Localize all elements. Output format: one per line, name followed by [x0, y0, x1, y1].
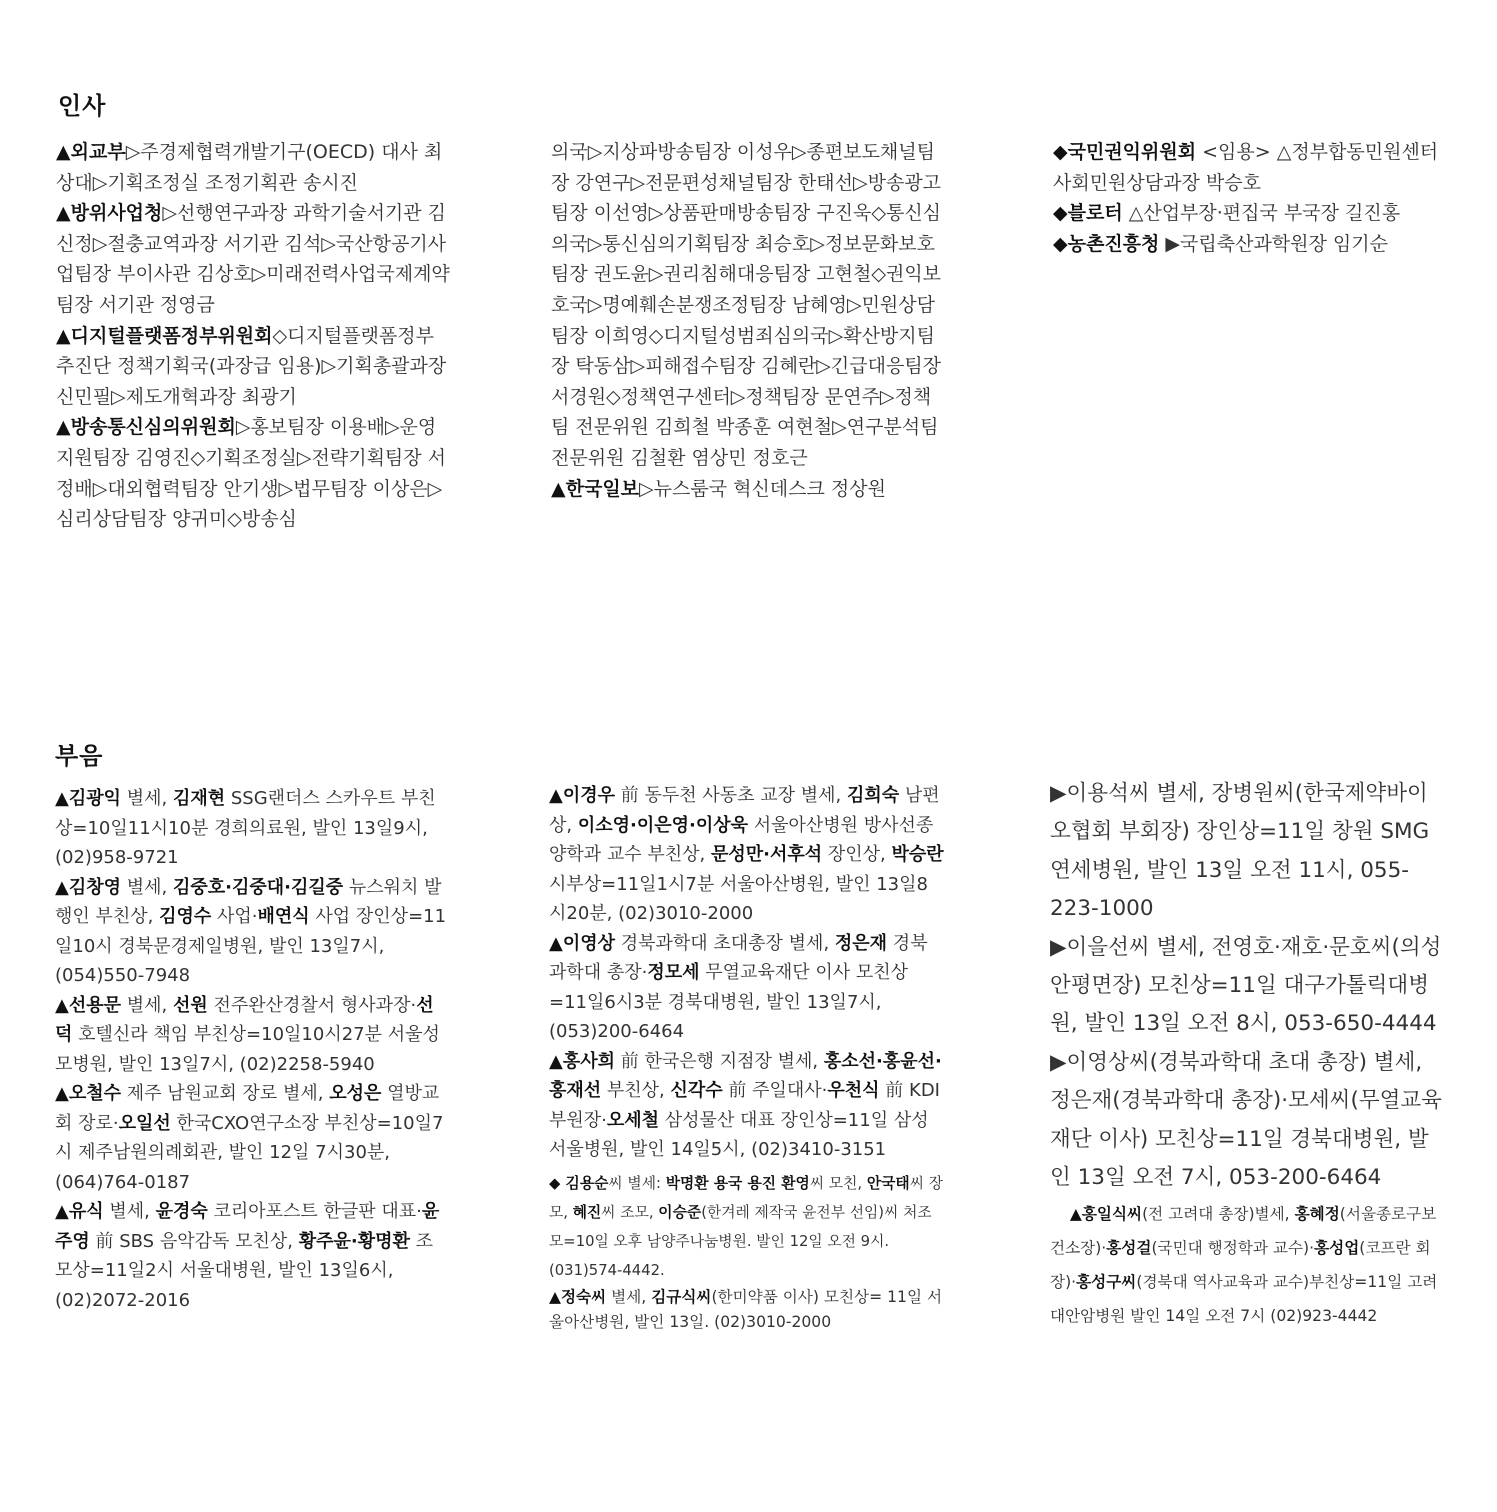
- entry-name: ▲홍일식씨: [1069, 1205, 1143, 1224]
- entry-text: 장인상,: [822, 844, 892, 865]
- entry-name: 우천식: [827, 1080, 880, 1101]
- entry: [1050, 1197, 1445, 1333]
- entry-text: ▷선행연구과장 과학기술서기관 김신정▷절충교역과장 서기관 김석▷국산항공기사업팀장 부이사관 김상호▷미래전력사업국제계약팀장 서기관 정영금: [56, 202, 450, 316]
- entry-text: 前 한국은행 지점장 별세,: [615, 1050, 824, 1072]
- entry-org: ▲외교부: [56, 141, 126, 163]
- entry-name: 김중호·김중대·김길중: [172, 876, 344, 898]
- entry-name: 신각수: [670, 1080, 723, 1101]
- entry-text: 前 SBS 음악감독 모친상,: [89, 1230, 299, 1252]
- entry-text: [1050, 1205, 1070, 1223]
- entry-name: 혜진: [572, 1203, 602, 1221]
- entry: [1053, 198, 1448, 229]
- obituaries-column-3: [1050, 775, 1445, 1333]
- entry-name: ▲이경우: [549, 785, 616, 806]
- entry-name: ▲홍사희: [549, 1050, 616, 1072]
- entry-text: 제주 남원교회 장로 별세,: [121, 1083, 330, 1104]
- entry-name: 김희숙: [846, 785, 900, 806]
- entry-text: (한미약품 이사) 모친상= 11일 서울아산병원, 발인 13일. (02)3010-2000: [549, 1287, 943, 1331]
- entry-text: 별세,: [606, 1287, 652, 1306]
- entry-org: ▲한국일보: [551, 477, 640, 500]
- entry-text: (서울종로구보건소장)·: [1050, 1205, 1437, 1258]
- entry-name: 안국태: [866, 1174, 910, 1192]
- entry: [549, 1047, 944, 1165]
- entry-text: SSG랜더스 스카우트 부친상=10일11시10분 경희의료원, 발인 13일9시, (02)958-9721: [55, 788, 436, 868]
- entry-name: 홍성걸: [1106, 1239, 1152, 1258]
- entry-text: 코리아포스트 한글판 대표·: [207, 1201, 422, 1222]
- entry-text: 씨 별세:: [608, 1174, 666, 1192]
- entry-text: 사업 장인상=11일10시 경북문경제일병원, 발인 13일7시, (054)550-7948: [55, 906, 447, 986]
- entry: [56, 412, 451, 534]
- entry-name: 김규식씨: [651, 1287, 712, 1306]
- entry-text: <임용> △정부합동민원센터 사회민원상담과장 박승호: [1053, 141, 1439, 194]
- entry-text: 남편상,: [549, 785, 940, 836]
- entry: [551, 137, 946, 474]
- entry-name: ▲김창영: [55, 876, 122, 898]
- entry-name: 정은재: [834, 932, 888, 954]
- appointments-column-2: [551, 137, 946, 504]
- entry-org: ▲방송통신심의위원회: [56, 416, 236, 439]
- entry-name: 홍혜정: [1294, 1205, 1340, 1224]
- entry: [55, 991, 450, 1080]
- entry: [1053, 137, 1448, 198]
- entry-name: 이승준: [658, 1203, 702, 1221]
- entry-text: 前 KDI 부원장·: [549, 1080, 940, 1131]
- entry-text: ▷주경제협력개발기구(OECD) 대사 최상대▷기획조정실 조정기획관 송시진: [56, 141, 443, 194]
- entry-text: (코프란 회장)·: [1050, 1239, 1431, 1292]
- entry-name: 박명환 용국 용진 환영: [665, 1174, 810, 1192]
- entry: [55, 784, 450, 873]
- entry: [551, 474, 946, 505]
- entry: [1050, 775, 1445, 929]
- entry-org: ▲방위사업청: [56, 202, 163, 225]
- entry: [549, 781, 944, 929]
- entry-name: 문성만·서후석: [711, 844, 823, 865]
- entry-name: 김영수: [159, 906, 212, 927]
- obituaries-column-2: [549, 781, 944, 1335]
- entry-text: 뉴스워치 발행인 부친상,: [55, 876, 442, 927]
- entry-text: 사업·: [211, 906, 258, 927]
- entry-name: 오세철: [606, 1109, 660, 1131]
- entry-text: ▷뉴스룸국 혁신데스크 정상원: [639, 477, 886, 500]
- obituaries-column-1: [55, 784, 450, 1315]
- appointments-column-1: [56, 137, 451, 535]
- entry-name: 황주윤·황명환: [298, 1230, 410, 1252]
- entry-text: 경북과학대 초대총장 별세,: [615, 932, 835, 954]
- entry: [56, 198, 451, 320]
- entry: [549, 1285, 944, 1335]
- entry-text: 전주완산경찰서 형사과장·: [207, 994, 417, 1016]
- appointments-column-3: [1053, 137, 1448, 259]
- entry-name: 이소영·이은영·이상욱: [577, 814, 749, 836]
- entry-name: 홍성업: [1314, 1239, 1360, 1258]
- entry-text: ▶이을선씨 별세, 전영호·재호·문호씨(의성 안평면장) 모친상=11일 대구가톨릭대병원, 발인 13일 오전 8시, 053-650-4444: [1050, 934, 1442, 1037]
- entry-text: 조모상=11일2시 서울대병원, 발인 13일6시, (02)2072-2016: [55, 1230, 434, 1311]
- entry: [549, 929, 944, 1047]
- entry-name: 선덕: [55, 994, 434, 1045]
- entry-text: 前 동두천 사동초 교장 별세,: [615, 785, 847, 806]
- entry-text: 한국CXO연구소장 부친상=10일7시 제주남원의례회관, 발인 12일 7시30분, (064)764-0187: [55, 1112, 444, 1193]
- entry-text: 별세,: [121, 788, 173, 809]
- entry-text: ▶이영상씨(경북과학대 초대 총장) 별세, 정은재(경북과학대 총장)·모세씨(무열교육재단 이사) 모친상=11일 경북대병원, 발인 13일 오전 7시, 053-200-6464: [1050, 1049, 1442, 1191]
- entry-org: ▲디지털플랫폼정부위원회: [56, 324, 273, 347]
- entry-name: 박승란: [891, 844, 944, 865]
- entry-text: 부친상,: [601, 1080, 671, 1101]
- entry: [549, 1169, 944, 1285]
- entry-name: 윤경숙: [155, 1201, 208, 1222]
- entry-name: 윤주영: [55, 1201, 440, 1252]
- entry-text: 호텔신라 책임 부친상=10일10시27분 서울성모병원, 발인 13일7시, (02)2258-5940: [55, 1024, 440, 1075]
- entry: [1050, 929, 1445, 1044]
- entry-text: ▶국립축산과학원장 임기순: [1159, 232, 1388, 255]
- entry-name: 선원: [172, 994, 208, 1016]
- entry: [55, 1079, 450, 1197]
- entry-name: 김재현: [172, 788, 226, 809]
- entry-name: 정모세: [647, 962, 700, 983]
- entry-text: 씨 장모,: [549, 1174, 943, 1221]
- entry-text: 삼성물산 대표 장인상=11일 삼성서울병원, 발인 14일5시, (02)3410-3151: [549, 1109, 929, 1160]
- entry: [1050, 1044, 1445, 1198]
- entry-name: 오성은: [329, 1083, 382, 1104]
- entry-name: ▲정숙씨: [549, 1287, 607, 1306]
- entry: [55, 1197, 450, 1315]
- obituaries-heading: 부음: [55, 742, 104, 770]
- entry-text: 前 주일대사·: [722, 1080, 828, 1101]
- entry-text: 시부상=11일1시7분 서울아산병원, 발인 13일8시20분, (02)3010-2000: [549, 873, 928, 924]
- entry-text: 별세,: [121, 876, 173, 898]
- entry-text: △산업부장·편집국 부국장 길진홍: [1122, 202, 1401, 225]
- entry-text: ◇디지털플랫폼정부추진단 정책기획국(과장급 임용)▷기획총괄과장 신민필▷제도개혁과장 최광기: [56, 324, 447, 408]
- entry-text: (경북대 역사교육과 교수)부친상=11일 고려대안암병원 발인 14일 오전 7시 (02)923-4442: [1050, 1273, 1438, 1326]
- entry-text: 별세,: [121, 994, 173, 1016]
- entry-text: 의국▷지상파방송팀장 이성우▷종편보도채널팀장 강연구▷전문편성채널팀장 한태선▷방송광고팀장 이선영▷상품판매방송팀장 구진욱◇통신심의국▷통신심의기획팀장 최승호▷정보문화보호팀장 권도윤▷권리침해대응팀장 고현철◇권익보호국▷명예훼손분쟁조정팀장 남혜영▷민원상담팀장 이희영◇디지털성범죄심의국▷확산방지팀장 탁동삼▷피해접수팀장 김혜란▷긴급대응팀장 서경원◇정책연구센터▷정책팀장 문연주▷정책팀 전문위원 김희철 박종훈 여현철▷연구분석팀 전문위원 김철환 염상민 정호근: [551, 141, 942, 469]
- entry-org: ◆블로터: [1053, 202, 1123, 225]
- entry-text: 열방교회 장로·: [55, 1083, 440, 1134]
- entry-text: ▶이용석씨 별세, 장병원씨(한국제약바이오협회 부회장) 장인상=11일 창원 SMG연세병원, 발인 13일 오전 11시, 055-223-1000: [1050, 781, 1430, 922]
- entry-name: 오일선: [118, 1112, 171, 1134]
- entry-text: ▷홍보팀장 이용배▷운영지원팀장 김영진◇기획조정실▷전략기획팀장 서정배▷대외협력팀장 안기생▷법무팀장 이상은▷심리상담팀장 양귀미◇방송심: [56, 416, 447, 531]
- entry-name: ▲오철수: [55, 1083, 122, 1104]
- entry-text: (전 고려대 총장)별세,: [1142, 1205, 1295, 1224]
- entry-text: 씨 조모,: [601, 1203, 659, 1221]
- entry-name: ◆ 김용순: [549, 1174, 609, 1192]
- entry-org: ◆농촌진흥청: [1053, 232, 1160, 255]
- entry-name: 배연식: [257, 906, 310, 927]
- appointments-heading: 인사: [58, 92, 107, 120]
- entry-text: 씨 모친,: [809, 1174, 867, 1192]
- entry: [56, 137, 451, 198]
- entry: [55, 873, 450, 991]
- entry: [1053, 229, 1448, 260]
- entry-name: ▲유식: [55, 1201, 104, 1222]
- entry-text: 경북과학대 총장·: [549, 932, 928, 983]
- entry-text: 서울아산병원 방사선종양학과 교수 부친상,: [549, 814, 934, 865]
- entry: [56, 321, 451, 413]
- entry-name: ▲선용문: [55, 994, 122, 1016]
- entry-name: 홍성구씨: [1076, 1273, 1137, 1292]
- entry-org: ◆국민권익위원회: [1053, 141, 1197, 163]
- entry-text: 별세,: [103, 1201, 156, 1222]
- entry-name: 홍소선·홍윤선·홍재선: [549, 1050, 942, 1101]
- entry-name: ▲김광익: [55, 788, 122, 809]
- entry-name: ▲이영상: [549, 932, 616, 954]
- entry-text: (국민대 행정학과 교수)·: [1151, 1239, 1315, 1258]
- entry-text: (한겨레 제작국 윤전부 선임)씨 처조모=10일 오후 남양주나눔병원. 발인 12일 오전 9시. (031)574-4442.: [549, 1203, 932, 1279]
- entry-text: 무열교육재단 이사 모친상=11일6시3분 경북대병원, 발인 13일7시, (053)200-6464: [549, 962, 908, 1042]
